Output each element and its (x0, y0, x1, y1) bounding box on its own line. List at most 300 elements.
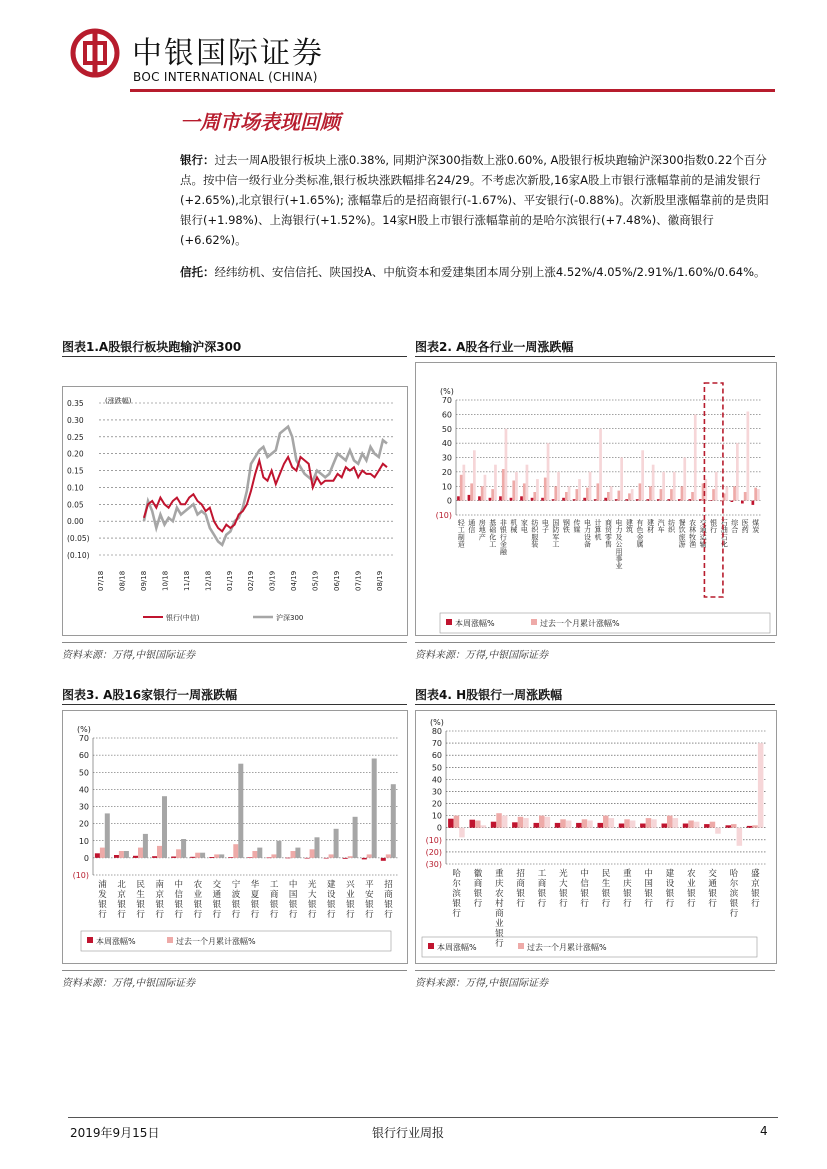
fig3-category-label (251, 879, 260, 920)
fig4-ytick-label: (30) (425, 860, 442, 869)
fig2-bar-s2 (757, 489, 760, 501)
fig2-category-char: 媒 (573, 526, 581, 535)
fig2-chart (416, 363, 776, 635)
fig4-category-char: 建 (665, 869, 675, 879)
fig2-bar-s1 (533, 492, 536, 501)
fig1-ytick-label: 0.25 (67, 432, 84, 442)
fig2-bar-s2 (704, 479, 707, 501)
fig3-category-char: 宁 (231, 880, 241, 890)
fig3-bar-s2 (295, 848, 300, 858)
fig2-category-char: 计 (594, 519, 602, 527)
fig2-bar-s0 (562, 498, 565, 501)
fig4-category-char: 通 (708, 879, 717, 889)
fig3-bar-s0 (114, 855, 119, 858)
fig3-bar-s1 (310, 849, 315, 858)
fig2-category-char: 煤 (752, 519, 760, 527)
fig4-category-char: 村 (495, 899, 504, 909)
fig2-category-char: 游 (678, 540, 686, 549)
fig4-bar-s1 (752, 825, 758, 827)
fig3-category-char: 银 (365, 900, 374, 910)
fig2-category-label (752, 518, 759, 534)
fig2-bar-s0 (667, 499, 670, 500)
fig1-ytick-label: 0.15 (67, 466, 84, 476)
fig3-category-char: 兴 (346, 880, 355, 890)
fig1-unit-label: (涨跌幅) (105, 397, 132, 405)
fig2-bar-s2 (536, 479, 539, 501)
fig2-category-label (510, 518, 517, 534)
fig2-bar-s2 (515, 472, 518, 501)
fig2-category-char: 传 (573, 519, 581, 527)
fig2-category-char: 制 (457, 533, 465, 542)
fig3-legend-label-1: 过去一个月累计涨幅% (176, 937, 256, 946)
fig1-legend-label-0: 银行(中信) (166, 614, 200, 622)
fig2-category-label (647, 518, 654, 534)
fig4-bar-s1 (454, 816, 460, 828)
fig3-bar-s0 (133, 856, 138, 858)
fig2-category-char: 防 (552, 526, 560, 535)
fig4-bar-s1 (603, 816, 609, 828)
fig3-category-char: 工 (269, 880, 279, 890)
fig4-category-char: 行 (751, 899, 760, 909)
fig3-category-char: 行 (117, 910, 126, 920)
fig4-category-label (751, 868, 760, 909)
fig4-bar-s1 (496, 813, 502, 828)
fig2-bar-s2 (578, 479, 581, 501)
fig3-bar-s2 (162, 796, 167, 858)
fig3-bar-s1 (386, 854, 391, 857)
fig1-ytick-label: 0.20 (67, 449, 84, 459)
fig3-category-label (213, 879, 222, 920)
fig2-category-char: 子 (541, 526, 549, 535)
fig2-category-label (594, 518, 601, 541)
fig3-bar-s1 (367, 854, 372, 857)
fig4-bar-s0 (683, 824, 689, 828)
fig4-ytick-label: 10 (431, 811, 442, 821)
fig4-bar-s2 (651, 819, 657, 828)
fig3-bar-s0 (190, 857, 195, 858)
fig3-bar-s1 (291, 851, 296, 858)
fig2-category-char: 材 (647, 526, 655, 535)
fig2-category-char: 筑 (626, 526, 634, 535)
fig3-ytick-label: 60 (78, 751, 89, 761)
fig4-category-label (538, 869, 547, 909)
fig3-bar-s2 (143, 834, 148, 858)
fig3-category-char: 农 (193, 880, 203, 890)
fig2-category-char: 钢 (562, 519, 570, 527)
fig4-category-char: 业 (687, 879, 696, 889)
fig2-bar-s0 (489, 498, 492, 501)
fig2-category-char: 电 (541, 519, 549, 527)
fig4-bar-s1 (688, 821, 694, 828)
fig1-xtick-label: 08/18 (118, 570, 127, 591)
fig1-ytick-label: 0.10 (67, 483, 84, 493)
fig2-category-char: 色 (636, 526, 644, 535)
fig2-bar-s0 (604, 498, 607, 501)
fig3-bar-s2 (124, 851, 129, 858)
fig3-category-char: 行 (288, 910, 298, 920)
fig3-ytick-label: 10 (78, 836, 89, 846)
fig1-xtick-label: 06/19 (333, 570, 342, 591)
fig3-category-char: 中 (174, 880, 184, 890)
fig4-chart-box (415, 710, 777, 964)
fig2-bar-s1 (544, 478, 547, 501)
fig3-bar-s1 (233, 844, 238, 858)
fig3-category-char: 行 (155, 910, 164, 920)
fig3-category-char: 银 (384, 900, 393, 910)
footer-report-name: 银行行业周报 (372, 1126, 445, 1140)
fig3-category-label (365, 880, 374, 920)
fig2-category-char: 餐 (678, 519, 686, 527)
fig2-bar-s0 (478, 496, 481, 500)
fig3-category-char: 设 (327, 890, 336, 900)
fig2-category-char: 电 (583, 519, 591, 527)
fig2-bar-s2 (662, 472, 665, 501)
fig3-category-label (346, 880, 355, 920)
fig2-category-char: 车 (657, 526, 665, 535)
fig2-bar-s0 (646, 499, 649, 500)
fig2-bar-s1 (481, 486, 484, 500)
fig4-category-char: 银 (751, 889, 760, 899)
fig2-category-char: 建 (626, 519, 634, 527)
fig4-bar-s2 (758, 743, 764, 828)
fig4-category-char: 徽 (473, 869, 483, 879)
fig3-category-char: 华 (250, 880, 260, 890)
fig2-category-char: 工 (457, 526, 465, 535)
fig4-category-char: 哈 (452, 869, 461, 879)
fig3-category-char: 京 (155, 890, 164, 900)
fig4-category-label (623, 868, 632, 909)
fig4-category-char: 行 (665, 899, 675, 909)
fig3-category-char: 北 (117, 880, 126, 890)
fig2-category-char: 商 (605, 519, 612, 527)
fig4-category-char: 庆 (495, 879, 504, 889)
fig4-category-char: 中 (580, 869, 589, 879)
fig2-category-char: 贸 (605, 526, 612, 535)
fig4-category-char: 银 (708, 889, 717, 899)
fig2-category-char: 事 (615, 555, 623, 563)
fig2-category-char: 基 (489, 519, 497, 527)
fig2-bar-s1 (618, 491, 621, 501)
fig2-ytick-label: 0 (446, 496, 452, 506)
fig4-bar-s2 (673, 818, 679, 828)
fig2-bar-s0 (499, 496, 502, 500)
fig2-category-char: 及 (615, 533, 623, 542)
fig2-bar-s0 (552, 499, 555, 500)
fig3-category-char: 国 (288, 890, 298, 900)
fig4-category-label (666, 868, 675, 909)
footer-page-number: 4 (760, 1124, 768, 1138)
fig2-category-char: 综 (731, 519, 739, 527)
fig3-category-label (136, 880, 145, 920)
fig3-category-char: 生 (136, 890, 145, 900)
fig3-category-char: 行 (174, 910, 184, 920)
fig2-unit-label: (%) (440, 387, 454, 396)
fig2-bar-s1 (460, 475, 463, 501)
fig2-category-char: 通 (468, 519, 476, 527)
fig4-bar-s1 (710, 822, 716, 828)
fig2-category-char: 服 (531, 533, 539, 542)
fig2-category-char: 业 (615, 562, 623, 571)
fig2-category-label (742, 519, 749, 534)
fig4-unit-label: (%) (430, 718, 444, 727)
fig4-category-char: 交 (708, 869, 717, 879)
fig3-category-char: 银 (269, 900, 279, 910)
fig3-bar-s0 (381, 858, 386, 861)
fig4-category-char: 银 (580, 889, 589, 899)
fig1-xtick-label: 03/19 (268, 570, 277, 591)
brand-name-en: BOC INTERNATIONAL (CHINA) (133, 70, 318, 84)
fig2-category-char: 汽 (657, 519, 665, 527)
fig4-bar-s2 (609, 818, 615, 828)
fig2-category-label (584, 518, 591, 549)
fig4-bar-s0 (640, 824, 646, 828)
fig4-category-char: 滨 (452, 889, 461, 899)
fig4-bar-s1 (518, 817, 524, 828)
fig2-category-char: 金 (499, 540, 507, 549)
fig3-bar-s1 (119, 851, 124, 858)
fig4-category-char: 中 (644, 869, 653, 879)
fig3-bar-s0 (228, 857, 233, 858)
fig4-category-label (452, 868, 461, 919)
fig4-category-char: 设 (665, 879, 675, 889)
fig3-bar-s2 (200, 853, 205, 858)
fig2-category-char: 织 (668, 526, 676, 535)
fig3-category-label (327, 879, 336, 920)
fig2-category-char: 国 (552, 519, 560, 527)
fig2-category-char: 输 (699, 540, 707, 549)
fig4-bar-s1 (646, 818, 652, 828)
fig2-bar-s1 (502, 469, 505, 501)
fig4-category-label (474, 868, 483, 909)
fig4-category-char: 银 (687, 889, 696, 899)
fig4-category-char: 银 (601, 889, 611, 899)
fig2-ytick-label: 50 (441, 424, 452, 434)
fig4-category-char: 银 (495, 929, 504, 939)
fig4-ytick-label: 70 (431, 739, 442, 749)
fig4-bar-s2 (630, 821, 636, 828)
fig4-title: 图表4. H股银行一周涨跌幅 (415, 688, 563, 702)
fig3-bar-s1 (138, 848, 143, 858)
fig4-category-char: 农 (687, 869, 696, 879)
fig2-category-char: 算 (594, 526, 602, 535)
fig4-bar-s1 (560, 819, 566, 828)
fig4-category-char: 滨 (729, 889, 739, 899)
fig3-bar-s0 (286, 858, 291, 859)
fig2-bar-s1 (586, 488, 589, 501)
fig3-category-char: 行 (269, 910, 279, 920)
fig3-bar-s2 (353, 817, 358, 858)
fig4-bar-s0 (619, 824, 625, 828)
fig3-category-char: 行 (327, 910, 336, 920)
fig2-bar-s2 (631, 489, 634, 501)
fig4-legend-swatch-1 (518, 943, 524, 949)
fig4-category-char: 行 (537, 899, 547, 909)
fig1-ytick-label: 0.35 (67, 399, 84, 408)
fig2-category-char: 机 (510, 519, 518, 527)
fig4-category-char: 工 (537, 869, 547, 879)
fig4-category-char: 银 (452, 899, 461, 909)
fig4-category-char: 行 (601, 899, 611, 909)
fig4-ytick-label: (10) (425, 835, 442, 845)
fig3-chart (63, 711, 407, 963)
fig2-category-char: 础 (489, 526, 497, 535)
fig3-legend-swatch-0 (87, 937, 93, 943)
fig2-bar-s0 (699, 499, 702, 500)
fig4-bar-s2 (566, 821, 572, 828)
fig3-category-label (175, 879, 184, 920)
fig4-category-char: 尔 (452, 879, 461, 889)
fig3-category-char: 行 (250, 910, 260, 920)
fig2-category-char: 医 (741, 519, 749, 527)
fig3-bar-s2 (257, 848, 262, 858)
fig4-category-char: 哈 (729, 869, 739, 879)
fig4-category-char: 行 (580, 899, 589, 909)
fig2-category-char: 林 (689, 526, 697, 535)
fig2-bar-s2 (589, 472, 592, 501)
fig2-category-label (710, 518, 717, 534)
fig2-category-label (479, 518, 486, 541)
fig1-source: 资料来源：万得,中银国际证券 (62, 650, 196, 661)
fig2-ytick-label: 60 (441, 410, 452, 420)
fig2-bottom-rule (415, 642, 775, 643)
fig2-bar-s0 (657, 499, 660, 500)
fig3-category-label (308, 879, 317, 920)
fig2-ytick-label: 40 (441, 439, 452, 449)
fig2-category-char: 石 (720, 519, 728, 527)
fig4-category-char: 行 (452, 909, 461, 919)
fig1-xtick-label: 12/18 (204, 570, 213, 591)
fig2-category-char: 旅 (678, 533, 686, 542)
fig2-category-char: 房 (478, 519, 486, 527)
fig3-category-char: 银 (346, 900, 355, 910)
fig2-category-char: 建 (647, 519, 655, 527)
fig1-ytick-label: 0.30 (67, 415, 84, 425)
fig4-ytick-label: 40 (431, 775, 442, 785)
fig3-category-char: 银 (98, 900, 107, 910)
fig2-bar-s2 (673, 472, 676, 501)
fig2-category-char: 备 (583, 540, 591, 549)
section-title: 一周市场表现回顾 (180, 110, 340, 134)
fig4-category-char: 重 (623, 869, 632, 879)
fig2-bar-s2 (652, 465, 655, 501)
fig2-category-char: 行 (710, 526, 718, 535)
fig4-source: 资料来源：万得,中银国际证券 (415, 978, 549, 989)
fig1-xtick-label: 05/19 (311, 570, 320, 591)
fig4-category-char: 行 (559, 899, 568, 909)
fig4-category-char: 行 (729, 909, 739, 919)
fig3-bar-s1 (195, 853, 200, 858)
fig3-category-char: 交 (212, 880, 222, 890)
fig2-category-label (731, 518, 739, 534)
fig4-bar-s0 (704, 824, 710, 828)
fig2-category-char: 通 (699, 526, 707, 535)
fig4-bar-s2 (694, 822, 700, 828)
fig1-bottom-rule (62, 642, 407, 643)
fig3-category-label (155, 879, 164, 920)
fig4-ytick-label: 50 (431, 763, 442, 773)
fig4-category-char: 商 (537, 879, 547, 889)
fig2-bar-s2 (494, 465, 497, 501)
fig2-category-char: 油 (720, 526, 728, 535)
fig3-category-char: 民 (136, 880, 145, 890)
fig1-xtick-label: 09/18 (139, 570, 148, 591)
fig2-legend-label-1: 过去一个月累计涨幅% (540, 619, 620, 628)
fig2-category-char: 行 (499, 533, 507, 542)
fig2-category-char: 信 (468, 526, 476, 535)
fig2-bar-s2 (473, 450, 476, 500)
fig2-bar-s2 (526, 465, 529, 501)
fig2-category-char: 铁 (562, 526, 570, 535)
fig4-category-char: 盛 (751, 869, 760, 879)
fig2-bar-s2 (557, 472, 560, 501)
fig3-bar-s1 (329, 854, 334, 857)
fig2-legend-label-0: 本周涨幅% (455, 619, 495, 628)
fig2-category-char: 属 (636, 540, 644, 549)
fig3-category-char: 招 (384, 880, 393, 890)
fig4-category-char: 民 (601, 869, 611, 879)
trust-paragraph (180, 262, 775, 282)
fig4-rule (415, 704, 775, 705)
fig3-bar-s2 (334, 829, 339, 858)
fig2-bar-s0 (541, 498, 544, 501)
fig2-category-char: 纺 (531, 519, 539, 527)
fig2-bar-s2 (683, 458, 686, 501)
fig2-bar-s1 (691, 492, 694, 501)
fig2-category-label (668, 518, 676, 534)
fig2-bar-s0 (615, 499, 618, 500)
fig1-ytick-label: 0.05 (67, 500, 84, 510)
fig3-category-char: 行 (136, 910, 145, 920)
fig2-category-char: 工 (489, 540, 497, 549)
fig2-category-char: 售 (605, 540, 612, 549)
fig3-bar-s1 (252, 851, 257, 858)
fig2-category-label (458, 518, 466, 549)
fig3-bar-s2 (276, 841, 281, 858)
fig2-category-char: 用 (615, 547, 623, 556)
fig4-category-char: 行 (708, 899, 717, 909)
fig3-bar-s0 (362, 858, 367, 860)
bank-text: 过去一周A股银行板块上涨0.38%, 同期沪深300指数上涨0.60%, A股银行板块跑输沪深300指数0.22个百分点。按中信一级行业分类标准,银行板块涨跌幅排名24/29。不考虑次新股,16家A股上市银行涨幅靠前的是浦发银行(+2.65%),北京银行(+1.65%); 涨幅靠后的是招商银行(-1.67%)、平安银行(-0.88%)。次新股里涨幅靠前的是贵阳银行(+1.98%)、上海银行(+1.52%)。14家H股上市银行涨幅靠前的是哈尔滨银行(+7.48%)、徽商银行(+6.62%)。 (180, 153, 769, 247)
fig2-category-label (605, 518, 613, 549)
fig2-category-label (552, 518, 559, 549)
fig3-bar-s2 (315, 837, 320, 858)
fig3-category-char: 银 (117, 900, 126, 910)
fig3-bar-s1 (100, 848, 105, 858)
fig4-category-char: 商 (473, 879, 483, 889)
fig2-bar-s1 (744, 492, 747, 501)
fig3-bar-s0 (305, 858, 310, 859)
fig2-category-char: 设 (583, 533, 591, 542)
fig3-bar-s0 (324, 858, 329, 859)
fig3-chart-box (62, 710, 408, 964)
fig3-category-char: 商 (384, 890, 393, 900)
fig2-bar-s1 (639, 483, 642, 500)
fig2-category-label (500, 518, 508, 556)
fig4-category-label (516, 868, 525, 909)
fig2-category-label (616, 518, 623, 570)
fig4-bar-s1 (667, 816, 673, 828)
fig3-bar-s0 (95, 853, 100, 858)
fig2-category-char: 轻 (457, 519, 465, 527)
fig2-bar-s2 (547, 443, 550, 501)
fig3-legend-swatch-1 (167, 937, 173, 943)
fig2-bar-s0 (457, 496, 460, 500)
fig4-bar-s2 (715, 828, 721, 834)
fig3-category-char: 银 (193, 900, 203, 910)
fig4-bar-s1 (539, 816, 545, 828)
fig2-category-char: 金 (636, 533, 644, 542)
fig2-chart-box (415, 362, 777, 636)
